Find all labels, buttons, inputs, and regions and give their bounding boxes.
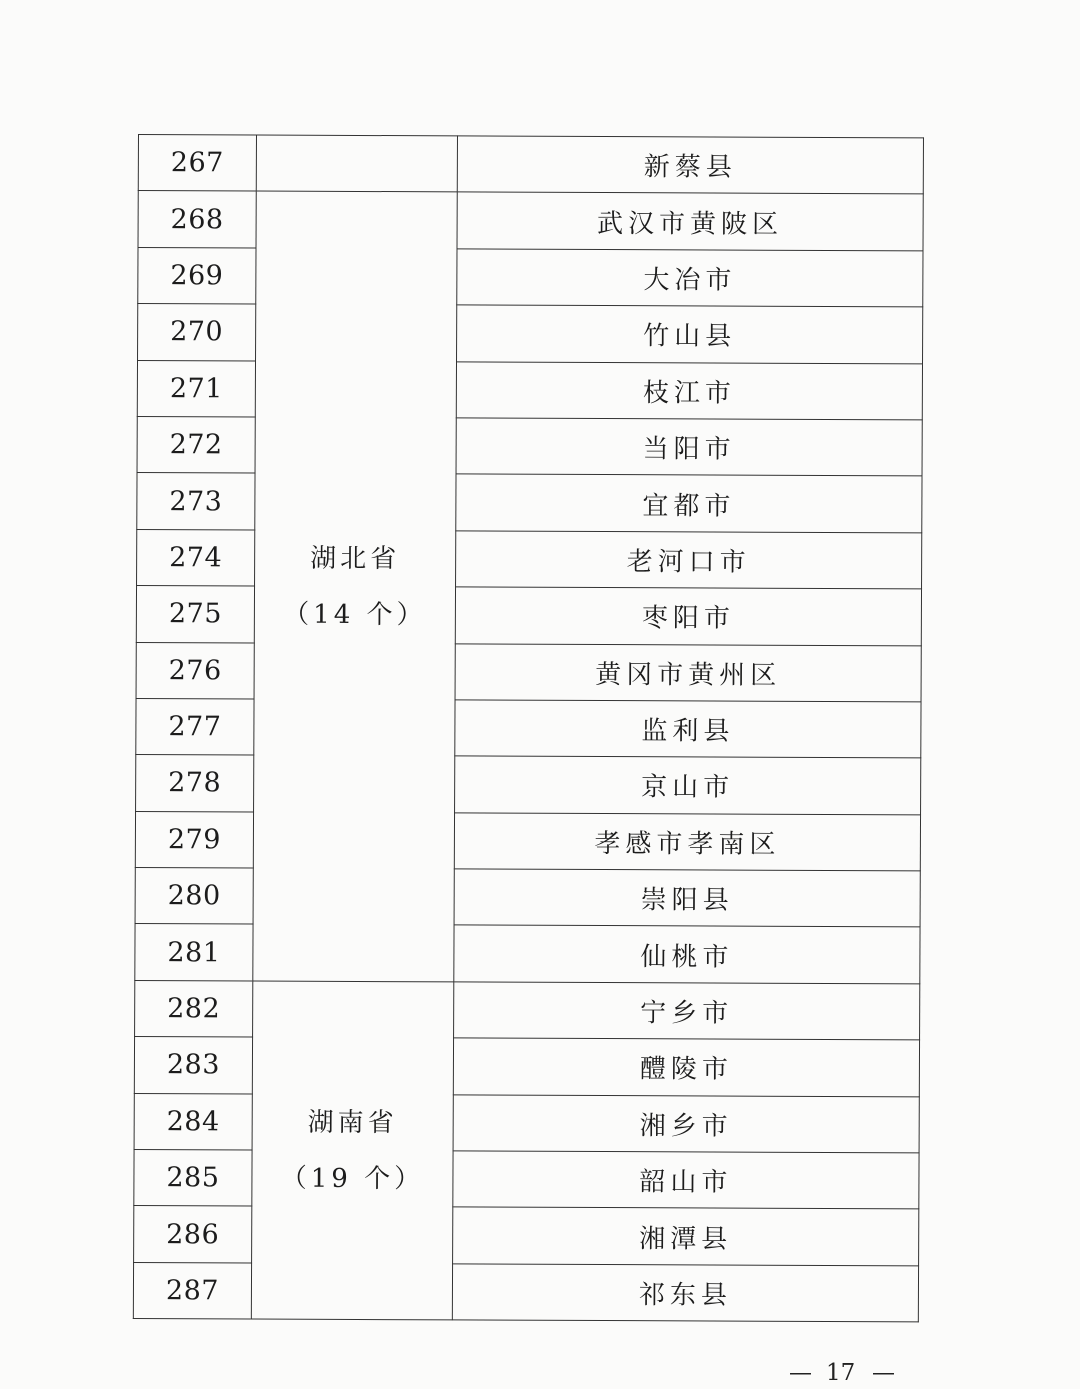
table-row xyxy=(136,642,921,702)
row-number: 269 xyxy=(138,247,256,304)
table-row xyxy=(138,304,923,364)
row-number: 285 xyxy=(134,1150,252,1207)
table-row xyxy=(135,924,920,984)
county-name: 醴陵市 xyxy=(453,1038,919,1096)
county-name: 当阳市 xyxy=(456,418,922,476)
row-number: 281 xyxy=(135,924,253,981)
footer-dash-right: — xyxy=(872,1360,895,1386)
county-name: 老河口市 xyxy=(456,531,922,589)
county-name: 武汉市黄陂区 xyxy=(457,192,923,250)
table-row xyxy=(138,247,923,307)
table-row xyxy=(134,1037,919,1097)
county-name: 宜都市 xyxy=(456,474,922,532)
row-number: 268 xyxy=(138,191,256,248)
county-name: 大冶市 xyxy=(457,249,923,307)
footer-dash-left: — xyxy=(789,1360,812,1386)
row-number: 283 xyxy=(134,1037,252,1094)
table-row xyxy=(134,1150,919,1210)
county-name: 竹山县 xyxy=(457,305,923,363)
county-name: 崇阳县 xyxy=(454,869,920,927)
county-name: 祁东县 xyxy=(452,1264,918,1322)
county-name: 枣阳市 xyxy=(455,587,921,645)
province-count: （19 个） xyxy=(280,1163,425,1194)
row-number: 279 xyxy=(135,811,253,868)
row-number: 275 xyxy=(136,586,254,643)
table-row xyxy=(137,473,922,533)
county-name: 新蔡县 xyxy=(457,136,923,194)
table-row xyxy=(135,868,920,928)
row-number: 273 xyxy=(137,473,255,530)
province-cell-empty xyxy=(256,135,457,192)
row-number: 287 xyxy=(133,1262,251,1319)
table-row xyxy=(137,360,922,420)
province-name: 湖南省 xyxy=(307,1107,398,1138)
row-number: 282 xyxy=(135,980,253,1037)
province-cell-hubei xyxy=(253,191,457,981)
row-number: 274 xyxy=(137,529,255,586)
table-row xyxy=(137,529,922,589)
row-number: 267 xyxy=(138,135,256,192)
county-name: 湘乡市 xyxy=(453,1095,919,1153)
table-row xyxy=(136,586,921,646)
county-name: 仙桃市 xyxy=(454,925,920,983)
province-cell-hunan xyxy=(251,981,453,1320)
row-number: 276 xyxy=(136,642,254,699)
table-row xyxy=(136,755,921,815)
province-count: （14 个） xyxy=(283,599,427,630)
table-row xyxy=(133,1262,918,1322)
county-name: 湘潭县 xyxy=(453,1207,919,1265)
table-row xyxy=(138,191,923,251)
row-number: 278 xyxy=(136,755,254,812)
table-row xyxy=(138,135,923,195)
page-number: 17 xyxy=(826,1360,856,1386)
county-list-table xyxy=(133,134,924,1323)
province-name: 湖北省 xyxy=(310,543,401,574)
county-name: 黄冈市黄州区 xyxy=(455,643,921,701)
table-row xyxy=(136,698,921,758)
row-number: 280 xyxy=(135,868,253,925)
county-name: 枝江市 xyxy=(456,361,922,419)
county-name: 孝感市孝南区 xyxy=(454,813,920,871)
county-name: 宁乡市 xyxy=(454,982,920,1040)
row-number: 284 xyxy=(134,1093,252,1150)
row-number: 270 xyxy=(138,304,256,361)
row-number: 271 xyxy=(137,360,255,417)
county-name: 京山市 xyxy=(455,756,921,814)
county-name: 监利县 xyxy=(455,700,921,758)
county-name: 韶山市 xyxy=(453,1151,919,1209)
table-row xyxy=(137,416,922,476)
table-row xyxy=(134,1206,919,1266)
row-number: 277 xyxy=(136,698,254,755)
table-row xyxy=(134,1093,919,1153)
table-row xyxy=(135,811,920,871)
row-number: 272 xyxy=(137,416,255,473)
table-row xyxy=(135,980,920,1040)
row-number: 286 xyxy=(134,1206,252,1263)
